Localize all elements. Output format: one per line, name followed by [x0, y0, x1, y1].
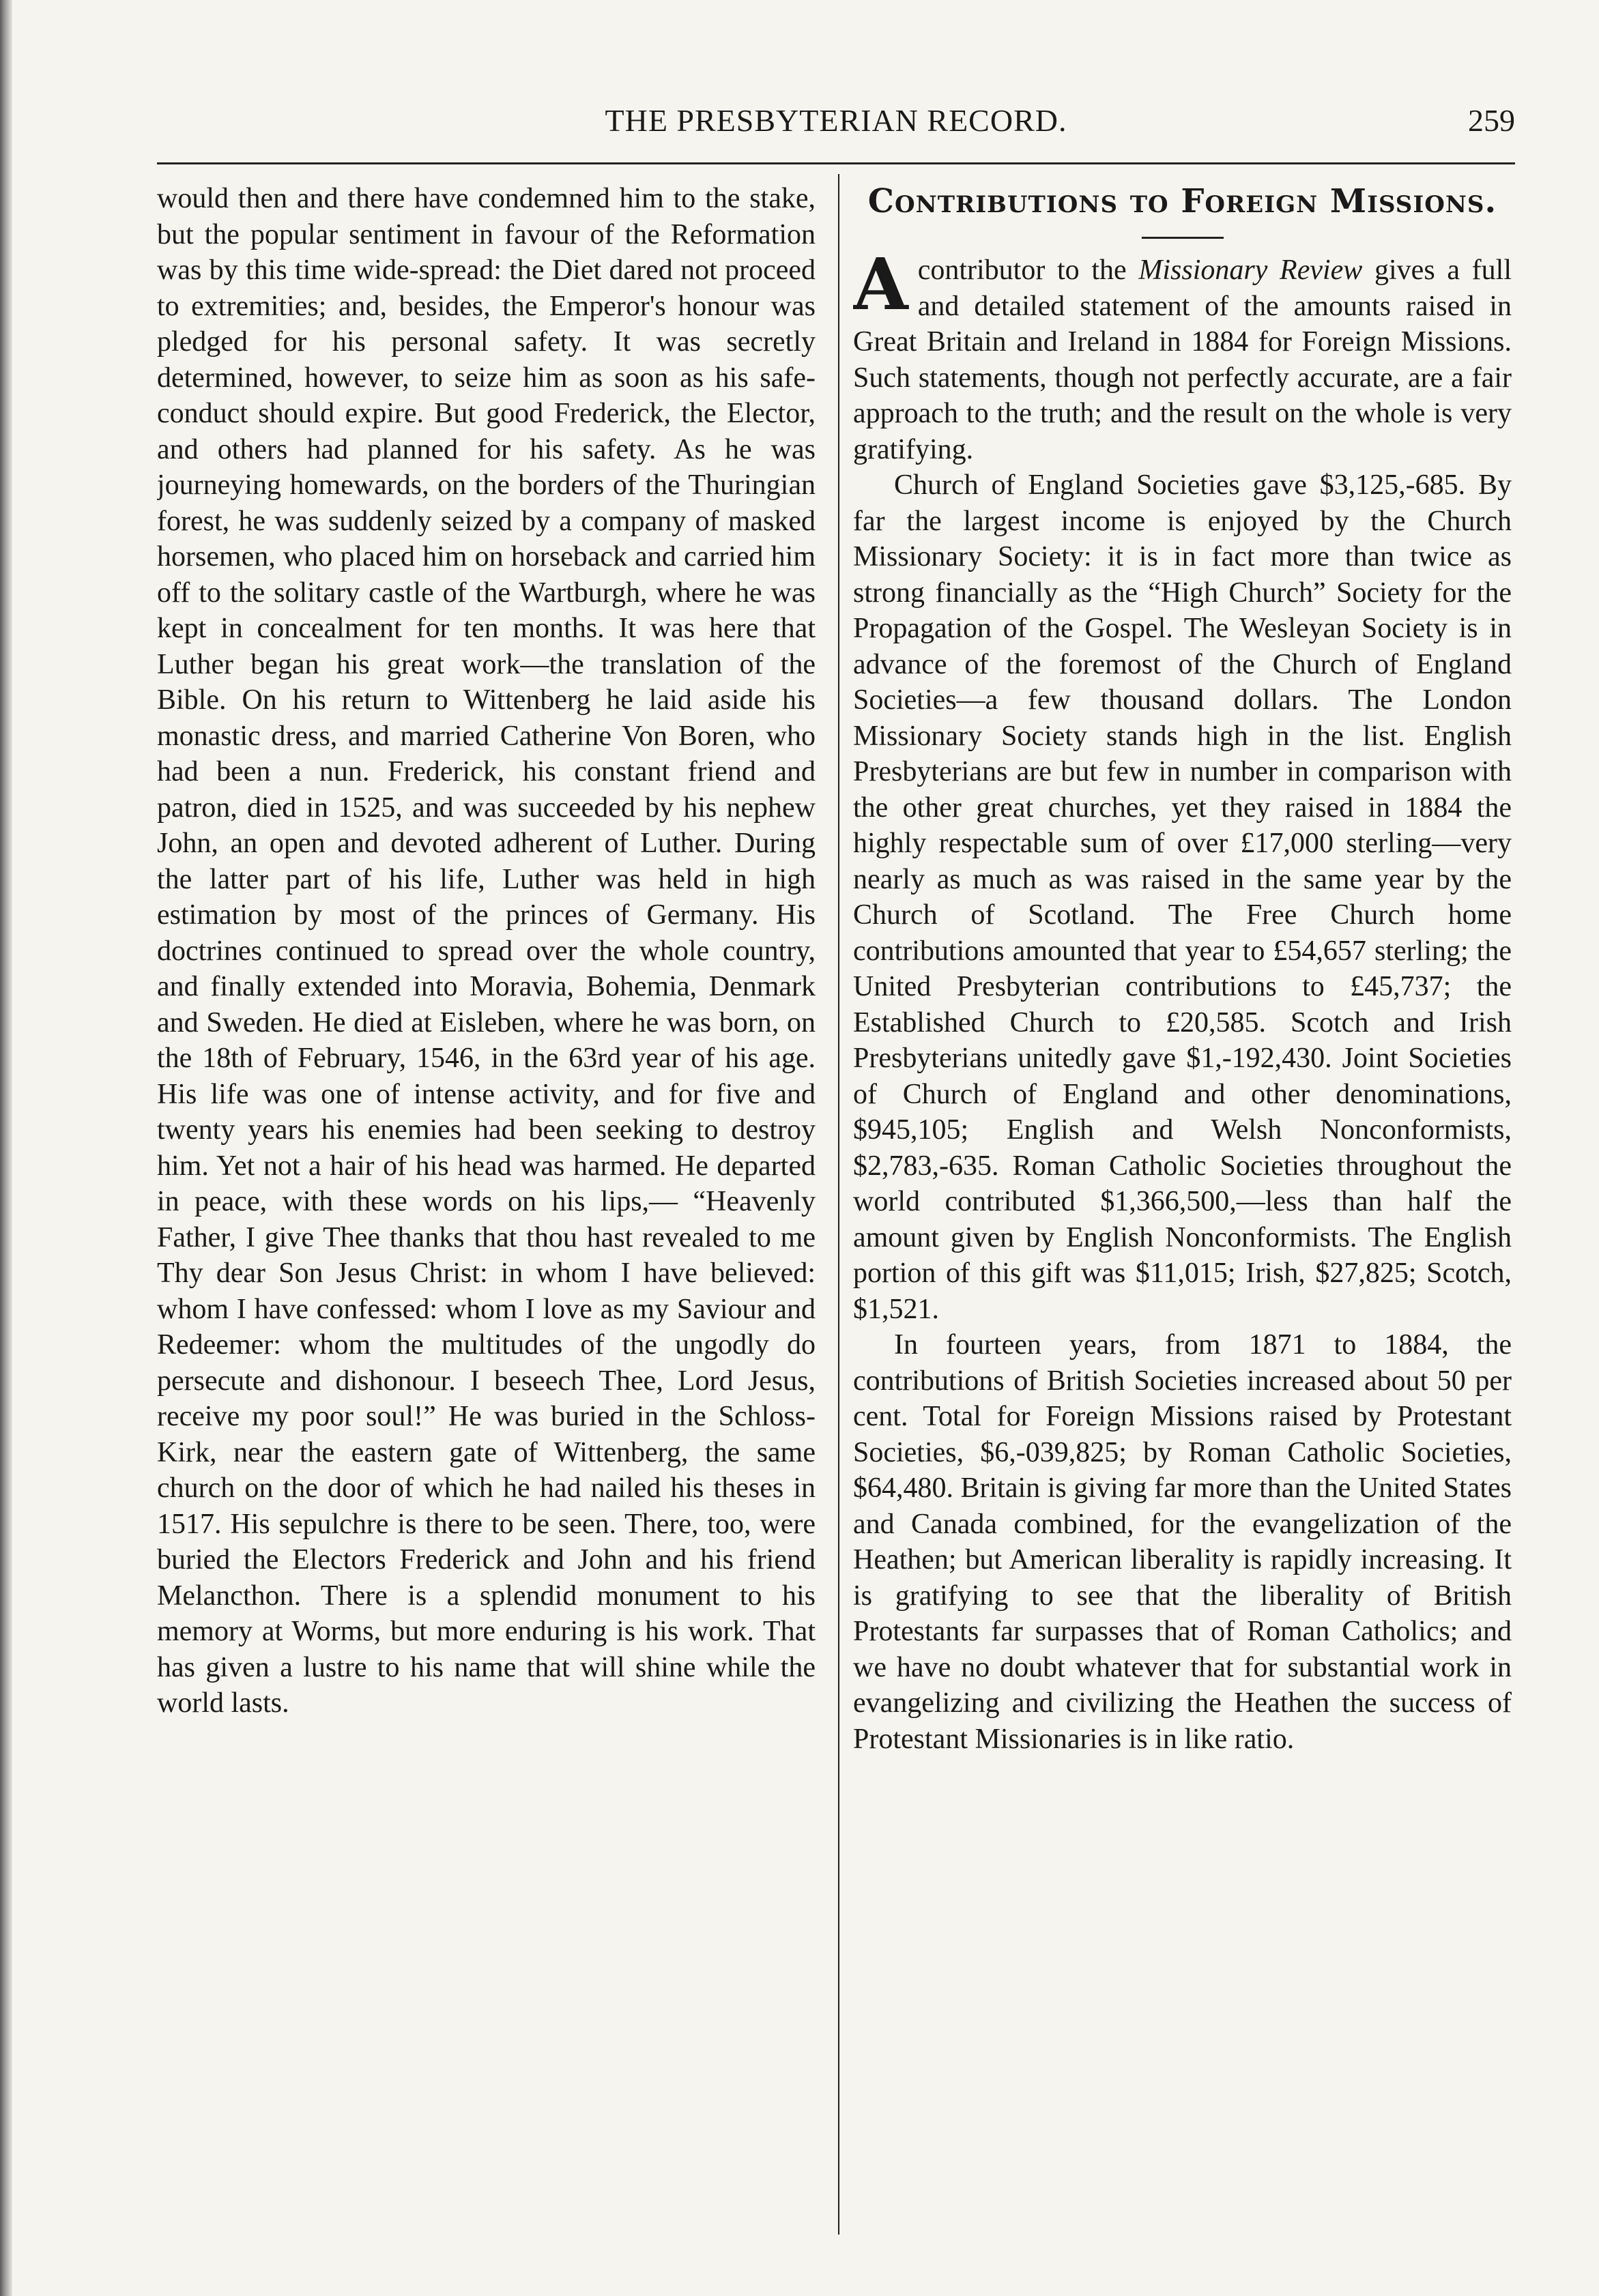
title-rule: [1142, 237, 1224, 239]
intro-text-end: gives a full and detailed statement of the amounts raised in Great Britain and Ireland in 1884 for Foreign Missions. Such statements, though not perfectly accurate, are a fair approach to the truth; and the result on the whole is very gratifying.: [853, 255, 1512, 465]
contributions-paragraph: Church of England Societies gave $3,125,-685. By far the largest income is enjoyed by the Church Missionary Society: it is in fact more than twice as strong financially as the “High Church” Society for the Propagation of the Gospel. The Wesleyan Society is in advance of the foremost of the Church of England Societies—a few thousand dollars. The London Missionary Society stands high in the list. English Presbyterians are but few in number in comparison with the other great churches, yet they raised in 1884 the highly respectable sum of over £17,000 sterling—very nearly as much as was raised in the same year by the Church of Scotland. The Free Church home contributions amounted that year to £54,657 sterling; the United Presbyterian contributions to £45,737; the Established Church to £20,585. Scotch and Irish Presbyterians unitedly gave $1,-192,430. Joint Societies of Church of England and other denominations, $945,105; English and Welsh Nonconformists, $2,783,-635. Roman Catholic Societies throughout the world contributed $1,366,500,—less than half the amount given by English Nonconformists. The English portion of this gift was $11,015; Irish, $27,825; Scotch, $1,521.: [853, 469, 1512, 1325]
left-column: [157, 181, 816, 2228]
page-header: [157, 102, 1515, 157]
intro-paragraph: [853, 242, 1512, 467]
source-title: Missionary Review: [1138, 255, 1363, 286]
intro-text-start: contributor to the: [917, 255, 1139, 286]
right-column: [853, 181, 1512, 2228]
growth-paragraph: In fourteen years, from 1871 to 1884, the contributions of British Societies increased about 50 per cent. Total for Foreign Missions raised by Protestant Societies, $6,-039,825; by Roman Catholic Societies, $64,480. Britain is giving far more than the United States and Canada combined, for the evangelization of the Heathen; but American liberality is rapidly increasing. It is gratifying to see that the liberality of British Protestants far surpasses that of Roman Catholics; and we have no doubt whatever that for substantial work in evangelizing and civilizing the Heathen the success of Protestant Missionaries is in like ratio.: [853, 1329, 1512, 1755]
running-title: THE PRESBYTERIAN RECORD.: [605, 103, 1067, 138]
scan-edge: [0, 0, 12, 2296]
section-title: Contributions to Foreign Missions.: [867, 182, 1497, 220]
drop-cap: A: [853, 242, 908, 326]
header-rule: [157, 162, 1515, 164]
page-number: 259: [1468, 103, 1515, 138]
left-paragraph: would then and there have condemned him to the stake, but the popular sentiment in favour of the Reformation was by this time wide-spread: the Diet dared not proceed to extremities; and, besides, the Emperor's honour was pledged for his personal safety. It was secretly determined, however, to seize him as soon as his safe-conduct should expire. But good Frederick, the Elector, and others had planned for his safety. As he was journeying homewards, on the borders of the Thuringian forest, he was suddenly seized by a company of masked horsemen, who placed him on horseback and carried him off to the solitary castle of the Wartburgh, where he was kept in concealment for ten months. It was here that Luther began his great work—the translation of the Bible. On his return to Wittenberg he laid aside his monastic dress, and married Catherine Von Boren, who had been a nun. Frederick, his constant friend and patron, died in 1525, and was succeeded by his nephew John, an open and devoted adherent of Luther. During the latter part of his life, Luther was held in high estimation by most of the princes of Germany. His doctrines continued to spread over the whole country, and finally extended into Moravia, Bohemia, Denmark and Sweden. He died at Eisleben, where he was born, on the 18th of February, 1546, in the 63rd year of his age. His life was one of intense activity, and for five and twenty years his enemies had been seeking to destroy him. Yet not a hair of his head was harmed. He departed in peace, with these words on his lips,— “Heavenly Father, I give Thee thanks that thou hast revealed to me Thy dear Son Jesus Christ: in whom I have believed: whom I have confessed: whom I love as my Saviour and Redeemer: whom the multitudes of the ungodly do persecute and dishonour. I beseech Thee, Lord Jesus, receive my poor soul!” He was buried in the Schloss-Kirk, near the eastern gate of Wittenberg, the same church on the door of which he had nailed his theses in 1517. His sepulchre is there to be seen. There, too, were buried the Electors Frederick and John and his friend Melancthon. There is a splendid monument to his memory at Worms, but more enduring is his work. That has given a lustre to his name that will shine while the world lasts.: [157, 183, 816, 1719]
column-divider: [838, 174, 839, 2235]
